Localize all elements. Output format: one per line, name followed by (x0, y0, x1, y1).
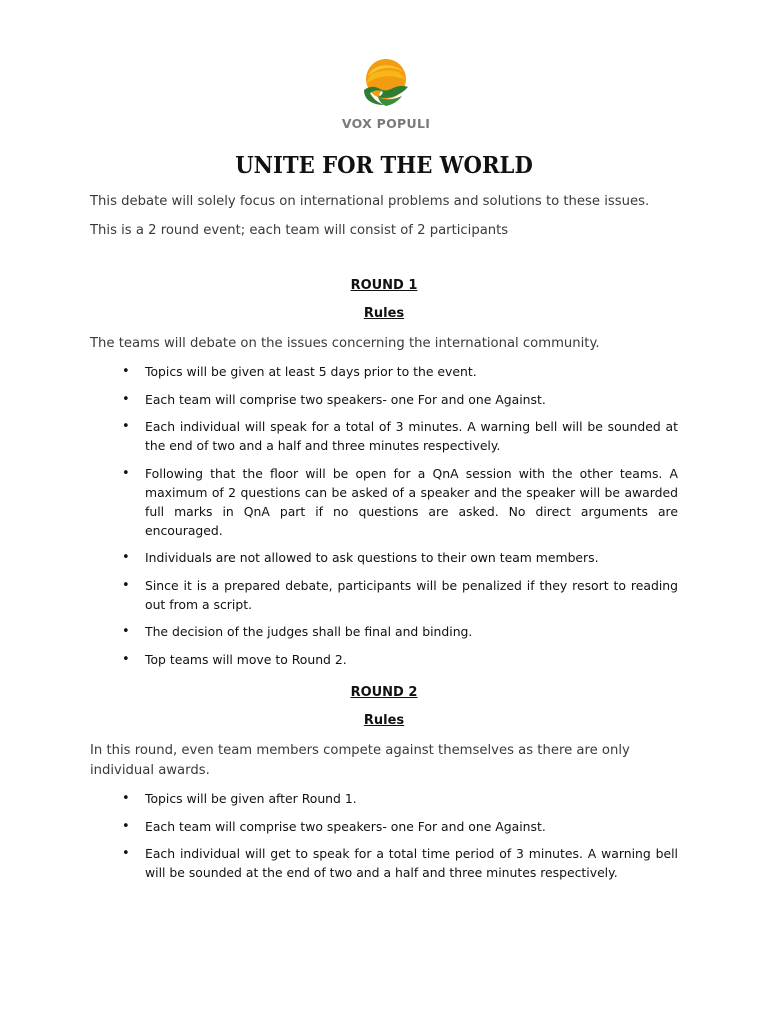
round-1-description: The teams will debate on the issues concerning the international community. (90, 336, 600, 351)
list-item (122, 576, 678, 614)
bullet-icon: • (122, 577, 130, 593)
bullet-icon: • (122, 818, 130, 834)
bullet-icon: • (122, 651, 130, 667)
rule-text: Each individual will get to speak for a total time period of 3 minutes. A warning bell will be sounded at the end of two and a half and three minutes respectively. (145, 846, 678, 880)
bullet-icon: • (122, 364, 130, 379)
bullet-icon: • (122, 550, 130, 565)
list-item (122, 548, 678, 567)
list-item (122, 789, 678, 808)
logo (340, 56, 432, 131)
round-2-rules-list (122, 789, 678, 891)
list-item (122, 417, 678, 455)
rule-text: Following that the floor will be open for a QnA session with the other teams. A maximum of 2 questions can be asked of a speaker and the speaker will be awarded full marks in QnA part if no questions are asked. No direct arguments are encouraged. (145, 465, 678, 538)
round-1-heading: ROUND 1 (350, 278, 418, 293)
logo-text: VOX POPULI (341, 116, 431, 131)
bullet-icon: • (122, 624, 130, 639)
list-item (122, 844, 678, 882)
round-1-rules-list (122, 362, 678, 677)
list-item (122, 650, 678, 669)
rule-text: Each team will comprise two speakers- one For and one Against. (145, 391, 546, 407)
rule-text: Top teams will move to Round 2. (145, 651, 347, 667)
round-2-rules-heading: Rules (363, 713, 405, 728)
list-item (122, 817, 678, 836)
rule-text: Since it is a prepared debate, participants will be penalized if they resort to reading out from a script. (145, 577, 678, 612)
round-2-description: In this round, even team members compete against themselves as there are only individual awards. (90, 743, 630, 778)
vox-populi-sun-hand-icon (358, 56, 414, 112)
rule-text: Each individual will speak for a total of 3 minutes. A warning bell will be sounded at the end of two and a half and three minutes respectively. (145, 419, 678, 453)
intro-paragraph: This debate will solely focus on international problems and solutions to these issues. (90, 194, 650, 209)
list-item (122, 622, 678, 641)
rule-text: Each team will comprise two speakers- one For and one Against. (145, 818, 546, 834)
bullet-icon: • (122, 846, 130, 861)
rule-text: Topics will be given after Round 1. (145, 791, 357, 806)
list-item (122, 464, 678, 540)
list-item (122, 362, 678, 381)
document-title: UNITE FOR THE WORLD (235, 152, 533, 179)
round-2-heading: ROUND 2 (350, 685, 418, 700)
bullet-icon: • (122, 791, 130, 806)
list-item (122, 390, 678, 409)
rule-text: The decision of the judges shall be final and binding. (145, 624, 473, 639)
bullet-icon: • (122, 465, 130, 481)
bullet-icon: • (122, 391, 130, 407)
rule-text: Individuals are not allowed to ask questions to their own team members. (145, 550, 599, 565)
intro-paragraph: This is a 2 round event; each team will consist of 2 participants (90, 223, 509, 238)
bullet-icon: • (122, 419, 130, 434)
rule-text: Topics will be given at least 5 days prior to the event. (145, 364, 477, 379)
round-1-rules-heading: Rules (363, 306, 405, 321)
